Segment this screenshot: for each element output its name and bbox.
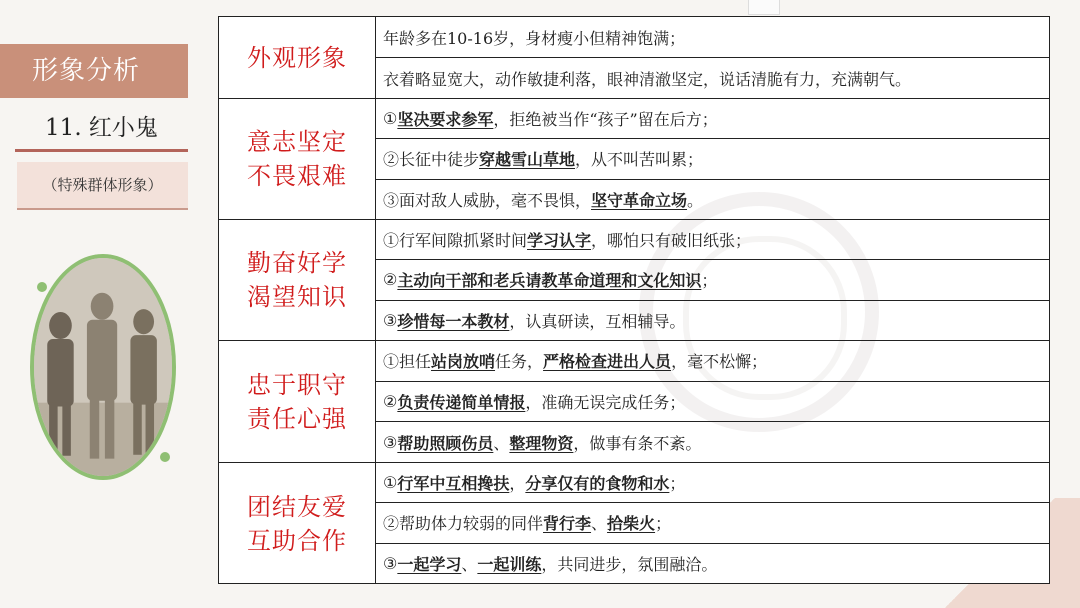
- emphasized-phrase: 站岗放哨: [431, 352, 496, 372]
- row-text: ，哪怕只有破旧纸张；: [591, 231, 752, 251]
- emphasized-phrase: 珍惜每一本教材: [397, 312, 510, 332]
- category-line: 团结友爱: [247, 492, 347, 521]
- row-text: ，准确无误完成任务；: [525, 392, 686, 412]
- emphasized-phrase: 整理物资: [509, 434, 574, 454]
- row-text: ，拒绝被当作“孩子”留在后方；: [493, 110, 718, 130]
- row-text: ②: [383, 270, 398, 290]
- row-text: ②长征中徒步: [383, 150, 480, 170]
- emphasized-phrase: 主动向干部和老兵请教革命道理和文化知识: [397, 271, 702, 291]
- category-line: 意志坚定: [247, 128, 347, 156]
- emphasized-phrase: 负责传递简单情报: [397, 392, 526, 412]
- row-text: 、: [461, 555, 478, 575]
- title-underline: [15, 149, 188, 152]
- table-section: [219, 99, 1049, 220]
- row-text: ①: [383, 109, 398, 129]
- row-text: ，共同进步，氛围融洽。: [541, 555, 718, 575]
- row-text: ③: [383, 433, 398, 453]
- table-row: [375, 17, 1049, 58]
- category-label: [219, 17, 376, 98]
- category-line: 互助合作: [247, 526, 347, 555]
- emphasized-phrase: 严格检查进出人员: [543, 352, 672, 372]
- category-label: [219, 220, 376, 340]
- row-text: 、: [591, 514, 608, 534]
- category-line: 勤奋好学: [247, 249, 347, 277]
- historical-photo: [30, 254, 176, 480]
- photo-illustration: [34, 258, 172, 476]
- category-label: [219, 99, 376, 219]
- top-tab-decoration: [748, 0, 780, 15]
- table-row: [375, 260, 1049, 300]
- row-text: ②帮助体力较弱的同伴: [383, 514, 544, 534]
- category-label: [219, 463, 376, 584]
- group-tag: （特殊群体形象）: [17, 162, 188, 210]
- emphasized-phrase: 穿越雪山草地: [479, 150, 576, 170]
- row-text: ；: [701, 271, 718, 291]
- row-text: ，做事有条不紊。: [573, 434, 702, 454]
- row-text: ③: [383, 311, 398, 331]
- category-line: 忠于职守: [247, 370, 347, 399]
- table-section: [219, 341, 1049, 463]
- table-row: [375, 139, 1049, 179]
- emphasized-phrase: 一起训练: [477, 555, 542, 575]
- table-row: [375, 463, 1049, 503]
- analysis-table: [218, 16, 1050, 584]
- category-line: 责任心强: [247, 404, 347, 433]
- row-text: 。: [687, 191, 704, 211]
- table-section: [219, 463, 1049, 584]
- table-row: [375, 341, 1049, 382]
- table-row: [375, 301, 1049, 341]
- row-text: ；: [655, 514, 672, 534]
- category-label: [219, 341, 376, 462]
- row-text: ③: [383, 554, 398, 574]
- row-text: 衣着略显宽大，动作敏捷利落，眼神清澈坚定，说话清脆有力，充满朝气。: [383, 70, 912, 89]
- emphasized-phrase: 拾柴火: [607, 514, 656, 534]
- row-text: ②: [383, 391, 398, 411]
- row-text: ③面对敌人威胁，毫不畏惧，: [383, 191, 592, 211]
- category-line: 外观形象: [247, 43, 347, 72]
- frame-dot: [37, 282, 47, 292]
- emphasized-phrase: 分享仅有的食物和水: [525, 474, 670, 494]
- table-section: [219, 17, 1049, 99]
- emphasized-phrase: 一起学习: [397, 555, 462, 575]
- emphasized-phrase: 行军中互相搀扶: [397, 474, 510, 494]
- row-text: 任务，: [495, 352, 544, 372]
- row-text: ①: [383, 473, 398, 493]
- table-row: [375, 544, 1049, 584]
- row-text: ，: [509, 474, 526, 494]
- row-text: ，毫不松懈；: [671, 352, 768, 372]
- character-title: 11. 红小鬼: [45, 115, 158, 141]
- row-text: 年龄多在10-16岁，身材瘦小但精神饱满；: [383, 28, 686, 48]
- emphasized-phrase: 学习认字: [527, 231, 592, 251]
- table-row: [375, 99, 1049, 139]
- row-text: ①行军间隙抓紧时间: [383, 231, 528, 251]
- table-section: [219, 220, 1049, 341]
- row-text: ；: [669, 474, 686, 494]
- emphasized-phrase: 背行李: [543, 514, 592, 534]
- category-line: 渴望知识: [247, 283, 347, 311]
- table-row: [375, 422, 1049, 463]
- table-row: [375, 503, 1049, 543]
- table-row: [375, 180, 1049, 220]
- category-line: 不畏艰难: [247, 162, 347, 190]
- emphasized-phrase: 坚决要求参军: [397, 110, 494, 130]
- table-row: [375, 220, 1049, 260]
- row-text: ①担任: [383, 352, 432, 372]
- row-text: 、: [493, 434, 510, 454]
- emphasized-phrase: 坚守革命立场: [591, 191, 688, 211]
- row-text: ，认真研读，互相辅导。: [509, 312, 686, 332]
- table-row: [375, 58, 1049, 99]
- frame-dot: [160, 452, 170, 462]
- row-text: ，从不叫苦叫累；: [575, 150, 704, 170]
- table-row: [375, 382, 1049, 423]
- emphasized-phrase: 帮助照顾伤员: [397, 434, 494, 454]
- section-title: 形象分析: [0, 44, 188, 98]
